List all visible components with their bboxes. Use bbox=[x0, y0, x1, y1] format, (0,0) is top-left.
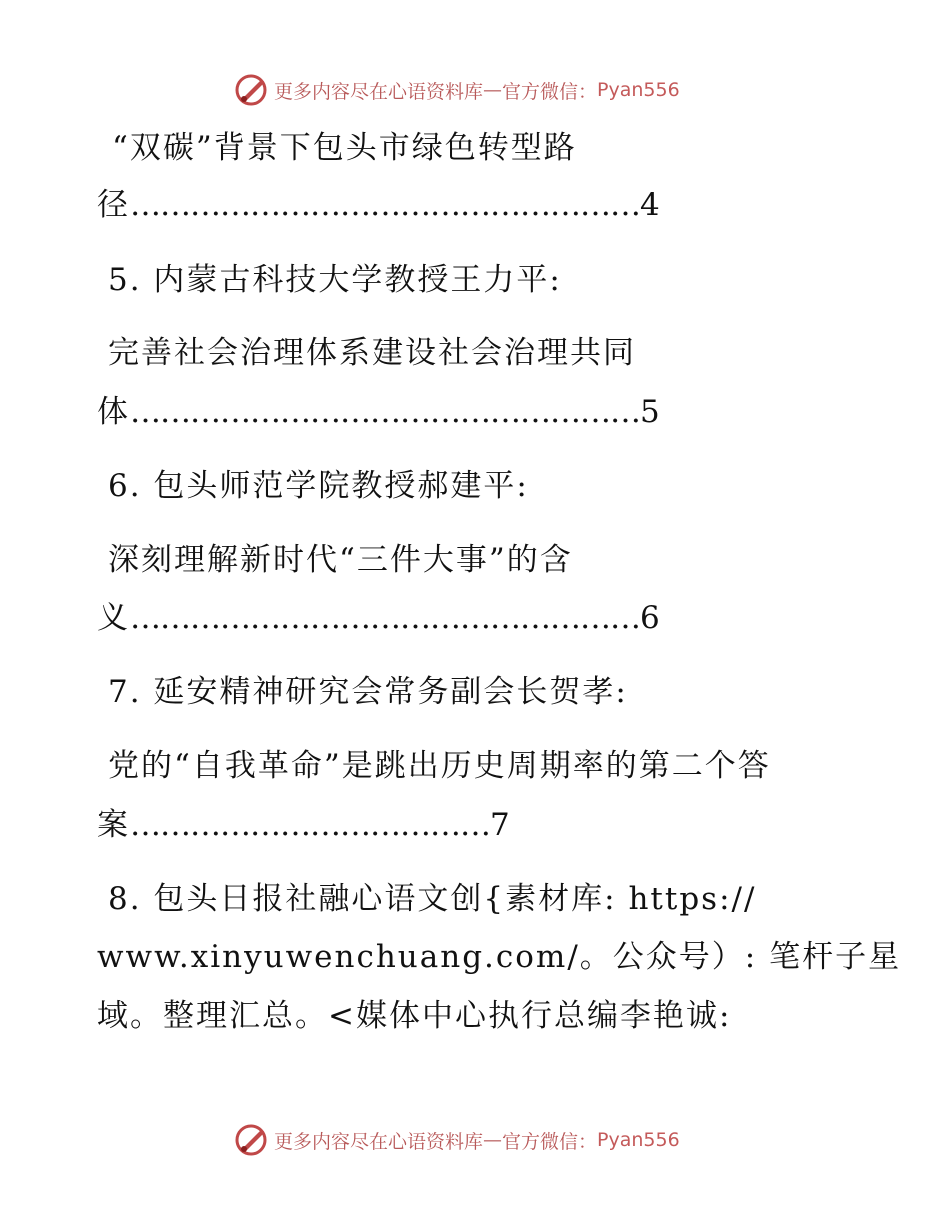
toc-item4-leader: …………………………………………… bbox=[130, 187, 640, 223]
toc-item7-heading: 7. 延安精神研究会常务副会长贺孝: bbox=[108, 674, 628, 710]
toc-item5-heading: 5. 内蒙古科技大学教授王力平: bbox=[108, 262, 562, 298]
toc-item5-title-end: 体 bbox=[97, 394, 130, 430]
brush-logo-icon bbox=[234, 72, 270, 108]
toc-item6-title-line1: 深刻理解新时代“三件大事”的含 bbox=[108, 542, 573, 578]
toc-item5-title-line2 bbox=[97, 392, 662, 432]
toc-item6-title-line2 bbox=[97, 598, 662, 638]
toc-item6-title-end: 义 bbox=[97, 600, 130, 636]
toc-item7-page: 7 bbox=[490, 807, 512, 843]
toc-item4-title-line1: “双碳”背景下包头市绿色转型路 bbox=[112, 130, 577, 166]
toc-item7-leader: ……………………………… bbox=[130, 807, 490, 843]
toc-item7-title-end: 案 bbox=[97, 807, 130, 843]
toc-item5-page: 5 bbox=[640, 394, 662, 430]
toc-item6-leader: …………………………………………… bbox=[130, 600, 640, 636]
footer-banner bbox=[234, 1122, 680, 1158]
banner-dash: — bbox=[483, 1129, 503, 1151]
toc-item8-line2: www.xinyuwenchuang.com/。公众号）: 笔杆子星 bbox=[97, 939, 902, 975]
toc-item5-leader: …………………………………………… bbox=[130, 394, 640, 430]
banner-official-label: 官方微信： bbox=[502, 1130, 598, 1153]
banner-slogan: 更多内容尽在心语资料库 bbox=[274, 1130, 484, 1153]
banner-official-label: 官方微信： bbox=[502, 80, 598, 103]
toc-item4-title-line2 bbox=[97, 185, 662, 225]
banner-dash: — bbox=[483, 79, 503, 101]
toc-item8-line3: 域。整理汇总。<媒体中心执行总编李艳诚: bbox=[97, 998, 732, 1034]
toc-item6-page: 6 bbox=[640, 600, 662, 636]
banner-wechat-id: Pyan556 bbox=[597, 1129, 680, 1151]
toc-item4-title-end: 径 bbox=[97, 187, 130, 223]
toc-item6-heading: 6. 包头师范学院教授郝建平: bbox=[108, 468, 529, 504]
toc-item7-title-line2 bbox=[97, 805, 512, 845]
banner-slogan: 更多内容尽在心语资料库 bbox=[274, 80, 484, 103]
toc-item5-title-line1: 完善社会治理体系建设社会治理共同 bbox=[108, 335, 636, 371]
toc-item8-line1: 8. 包头日报社融心语文创{素材库: https:// bbox=[108, 881, 757, 917]
toc-item4-page: 4 bbox=[640, 187, 662, 223]
toc-item7-title-line1: 党的“自我革命”是跳出历史周期率的第二个答 bbox=[108, 748, 771, 784]
brush-logo-icon bbox=[234, 1122, 270, 1158]
header-banner bbox=[234, 72, 680, 108]
banner-wechat-id: Pyan556 bbox=[597, 79, 680, 101]
